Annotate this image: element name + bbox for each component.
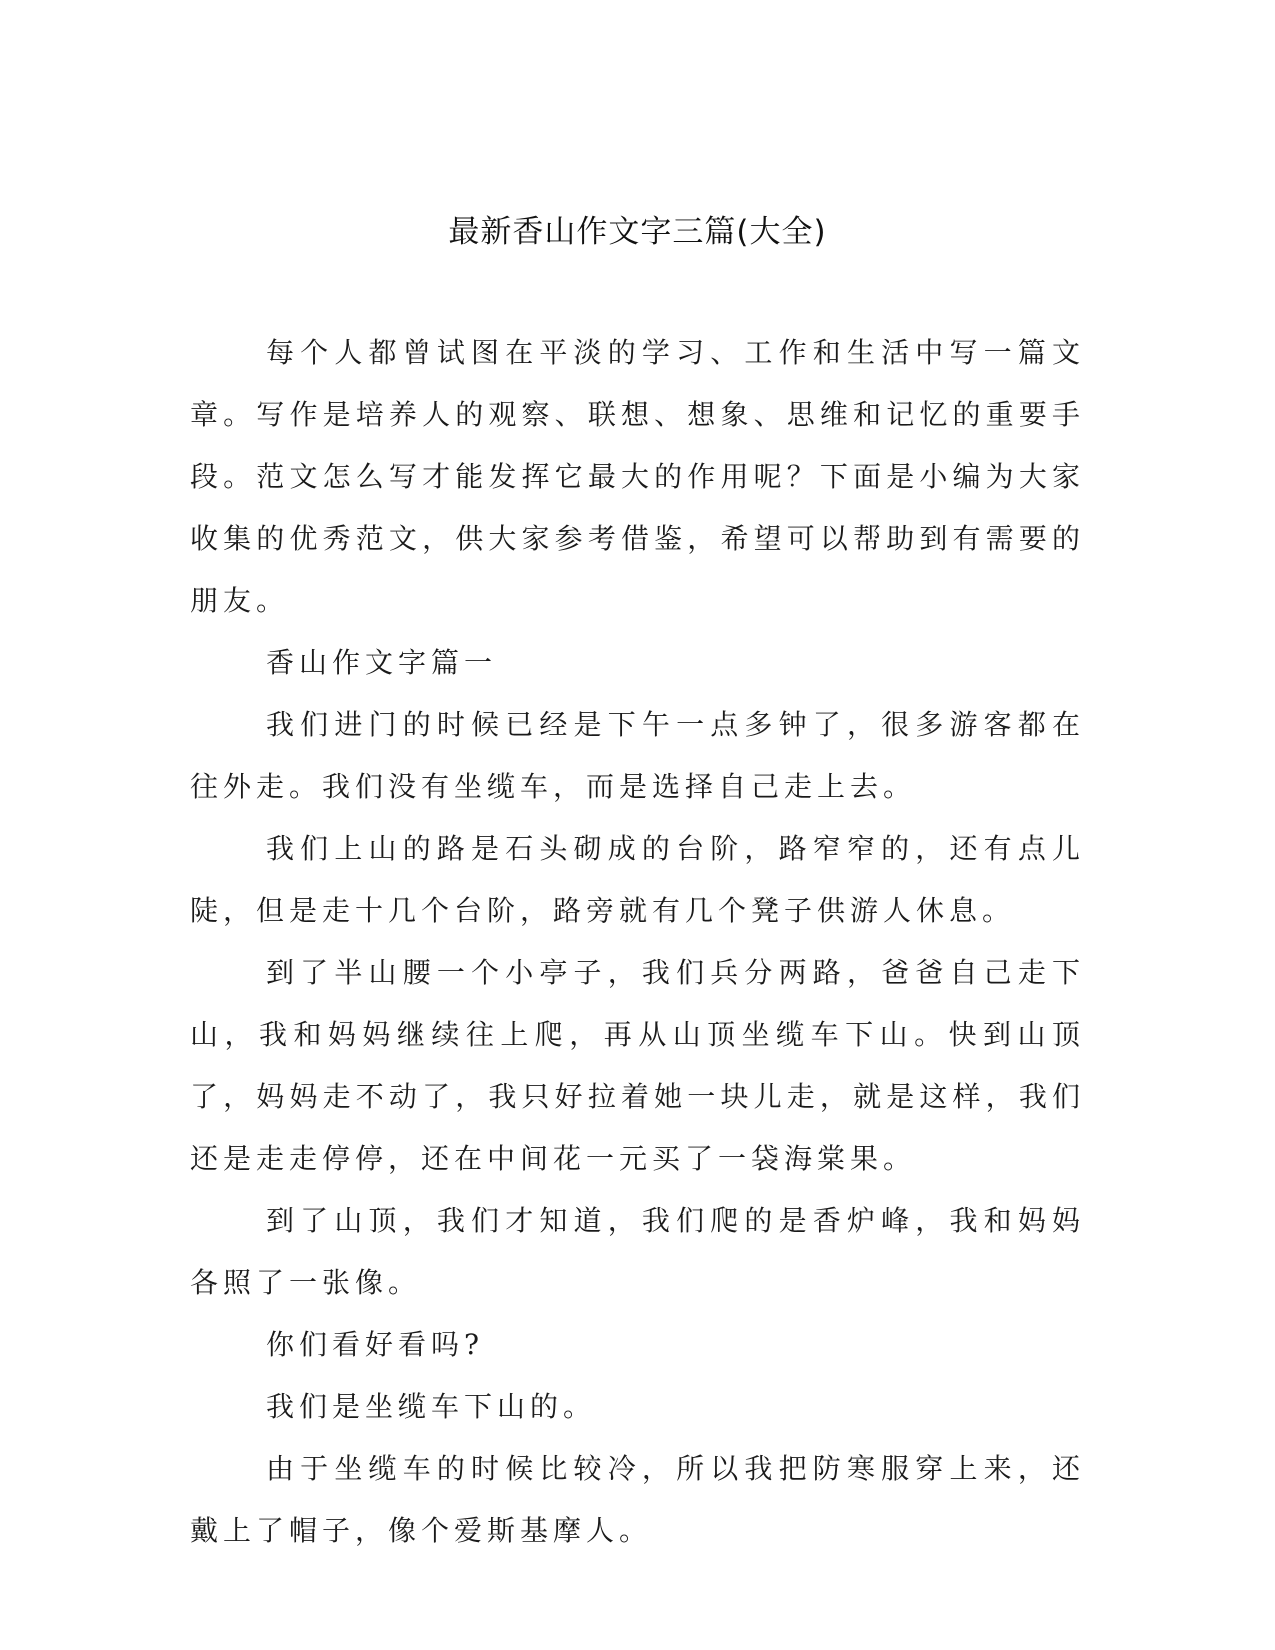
section-heading-1: 香山作文字篇一 — [266, 646, 498, 679]
paragraph: 到了山顶，我们才知道，我们爬的是香炉峰，我和妈妈各照了一张像。 — [190, 1204, 1085, 1299]
paragraph: 由于坐缆车的时候比较冷，所以我把防寒服穿上来，还戴上了帽子，像个爱斯基摩人。 — [190, 1452, 1085, 1547]
paragraph: 我们进门的时候已经是下午一点多钟了，很多游客都在往外走。我们没有坐缆车，而是选择自己走上去。 — [190, 708, 1085, 803]
paragraph: 你们看好看吗? — [266, 1328, 485, 1361]
paragraph-intro: 每个人都曾试图在平淡的学习、工作和生活中写一篇文章。写作是培养人的观察、联想、想象、思维和记忆的重要手段。范文怎么写才能发挥它最大的作用呢？下面是小编为大家收集的优秀范文，供大家参考借鉴，希望可以帮助到有需要的朋友。 — [190, 336, 1085, 617]
paragraph: 到了半山腰一个小亭子，我们兵分两路，爸爸自己走下山，我和妈妈继续往上爬，再从山顶坐缆车下山。快到山顶了，妈妈走不动了，我只好拉着她一块儿走，就是这样，我们还是走走停停，还在中间花一元买了一袋海棠果。 — [190, 956, 1085, 1175]
document-body — [190, 322, 1085, 1562]
paragraph: 我们上山的路是石头砌成的台阶，路窄窄的，还有点儿陡，但是走十几个台阶，路旁就有几个凳子供游人休息。 — [190, 832, 1085, 927]
document-title: 最新香山作文字三篇(大全) — [448, 214, 827, 250]
paragraph: 我们是坐缆车下山的。 — [266, 1390, 597, 1423]
